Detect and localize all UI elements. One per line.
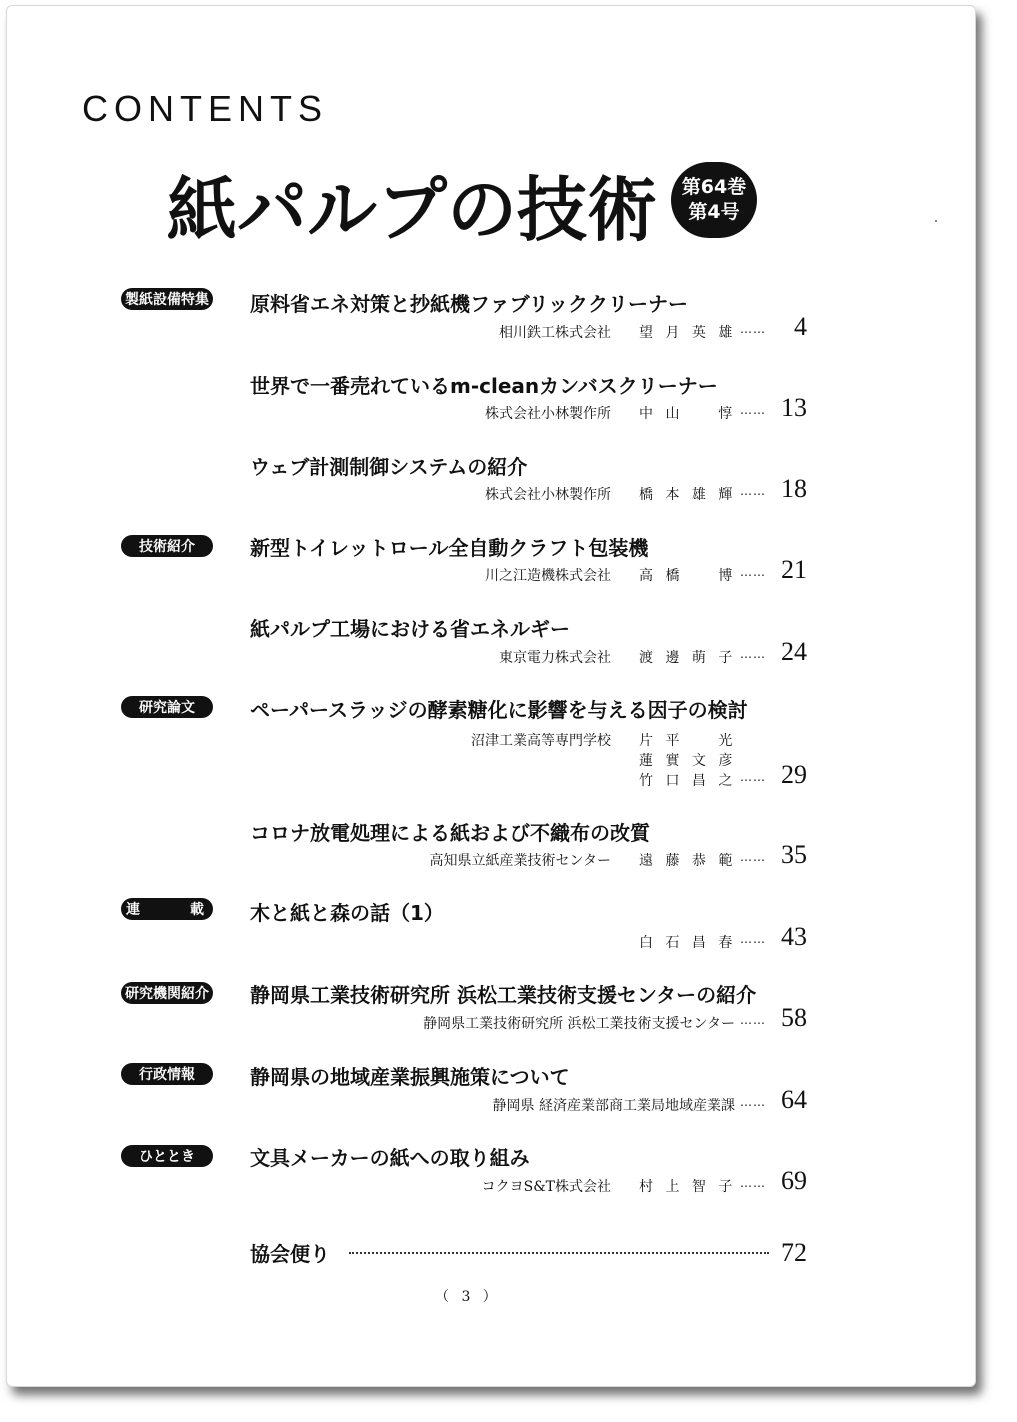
association-title[interactable]: 協会便り xyxy=(250,1242,330,1266)
article-meta xyxy=(347,1166,807,1198)
page-number[interactable]: 35 xyxy=(781,840,807,869)
page-number[interactable]: 58 xyxy=(781,1003,807,1032)
leader-dots: …… xyxy=(740,1095,766,1109)
issue-number: 第4号 xyxy=(688,201,740,223)
document-page xyxy=(6,5,976,1387)
leader-dots: …… xyxy=(740,647,766,661)
article-title[interactable]: 紙パルプ工場における省エネルギー xyxy=(250,617,570,641)
article-org: 高知県立紙産業技術センター xyxy=(429,853,611,869)
article-author: 竹 口 昌 之 xyxy=(639,773,737,789)
volume-number: 第64巻 xyxy=(681,176,747,198)
page-number[interactable]: 24 xyxy=(781,637,807,666)
volume-badge xyxy=(671,162,757,238)
article-author: 橋 本 雄 輝 xyxy=(639,487,737,503)
article-author: 遠 藤 恭 範 xyxy=(639,853,737,869)
page-title: 紙パルプの技術 xyxy=(167,169,657,251)
article-org: コクヨS&T株式会社 xyxy=(481,1179,611,1195)
article-title[interactable]: 木と紙と森の話（1） xyxy=(250,901,444,925)
leader-dots: …… xyxy=(740,1013,766,1027)
leader-dots: …… xyxy=(740,932,766,946)
scan-speck xyxy=(935,220,937,222)
category-badge: 連 載 xyxy=(121,898,213,920)
article-org: 株式会社小林製作所 xyxy=(485,487,611,503)
article-title[interactable]: 文具メーカーの紙への取り組み xyxy=(250,1146,530,1170)
leader-dots: …… xyxy=(740,322,766,336)
article-title[interactable]: 静岡県工業技術研究所 浜松工業技術支援センターの紹介 xyxy=(250,983,757,1007)
article-meta xyxy=(347,840,807,872)
article-meta xyxy=(347,1085,807,1117)
article-meta xyxy=(347,1003,807,1035)
category-badge: 技術紹介 xyxy=(121,535,213,557)
leader-dots: …… xyxy=(740,403,766,417)
article-title[interactable]: ウェブ計測制御システムの紹介 xyxy=(250,455,528,479)
category-badge: 製紙設備特集 xyxy=(121,288,213,310)
article-meta xyxy=(347,474,807,506)
leader-dots: …… xyxy=(740,565,766,579)
category-badge: 研究論文 xyxy=(121,696,213,718)
article-author: 渡 邊 萌 子 xyxy=(639,650,737,666)
article-author: 高 橋 博 xyxy=(639,568,737,584)
article-author: 村 上 智 子 xyxy=(639,1179,737,1195)
article-title[interactable]: ペーパースラッジの酵素糖化に影響を与える因子の検討 xyxy=(250,698,748,722)
page-number[interactable]: 21 xyxy=(781,555,807,584)
leader-dots: …… xyxy=(740,770,766,784)
leader-dots: …… xyxy=(740,1176,766,1190)
page-number[interactable]: 4 xyxy=(794,312,807,341)
article-org: 静岡県工業技術研究所 浜松工業技術支援センター xyxy=(423,1016,735,1032)
article-meta xyxy=(347,637,807,669)
page-number[interactable]: 13 xyxy=(781,393,807,422)
page-number[interactable]: 72 xyxy=(781,1238,807,1267)
article-title[interactable]: コロナ放電処理による紙および不織布の改質 xyxy=(250,821,650,845)
category-badge: 研究機関紹介 xyxy=(121,982,213,1004)
category-badge: 行政情報 xyxy=(121,1063,213,1085)
article-org: 静岡県 経済産業部商工業局地域産業課 xyxy=(492,1098,735,1114)
category-badge: ひととき xyxy=(121,1145,213,1167)
article-author: 蓮 實 文 彦 xyxy=(639,753,737,769)
article-author: 中 山 惇 xyxy=(639,406,737,422)
article-title[interactable]: 静岡県の地域産業振興施策について xyxy=(250,1065,570,1089)
page-footer: （ 3 ） xyxy=(435,1289,501,1305)
leader-dots: …… xyxy=(740,850,766,864)
article-meta xyxy=(347,922,807,954)
article-author: 白 石 昌 春 xyxy=(639,935,737,951)
page-number[interactable]: 29 xyxy=(781,760,807,789)
article-title[interactable]: 世界で一番売れているm-cleanカンバスクリーナー xyxy=(250,374,718,398)
article-org: 川之江造機株式会社 xyxy=(485,568,611,584)
article-org: 株式会社小林製作所 xyxy=(485,406,611,422)
article-org: 東京電力株式会社 xyxy=(499,650,611,666)
article-author: 望 月 英 雄 xyxy=(639,325,737,341)
page-number[interactable]: 43 xyxy=(781,922,807,951)
article-title[interactable]: 新型トイレットロール全自動クラフト包装機 xyxy=(250,536,649,560)
page-number[interactable]: 64 xyxy=(781,1085,807,1114)
article-meta xyxy=(347,393,807,425)
article-title[interactable]: 原料省エネ対策と抄紙機ファブリッククリーナー xyxy=(250,292,688,316)
article-meta xyxy=(347,312,807,344)
page-number[interactable]: 69 xyxy=(781,1166,807,1195)
article-author: 片 平 光 xyxy=(639,733,737,749)
page-number[interactable]: 18 xyxy=(781,474,807,503)
association-meta xyxy=(347,1238,807,1270)
article-meta xyxy=(347,555,807,587)
contents-label: CONTENTS xyxy=(82,88,328,129)
leader-dots: …… xyxy=(740,484,766,498)
article-org: 相川鉄工株式会社 xyxy=(499,325,611,341)
article-org: 沼津工業高等専門学校 xyxy=(471,733,611,749)
